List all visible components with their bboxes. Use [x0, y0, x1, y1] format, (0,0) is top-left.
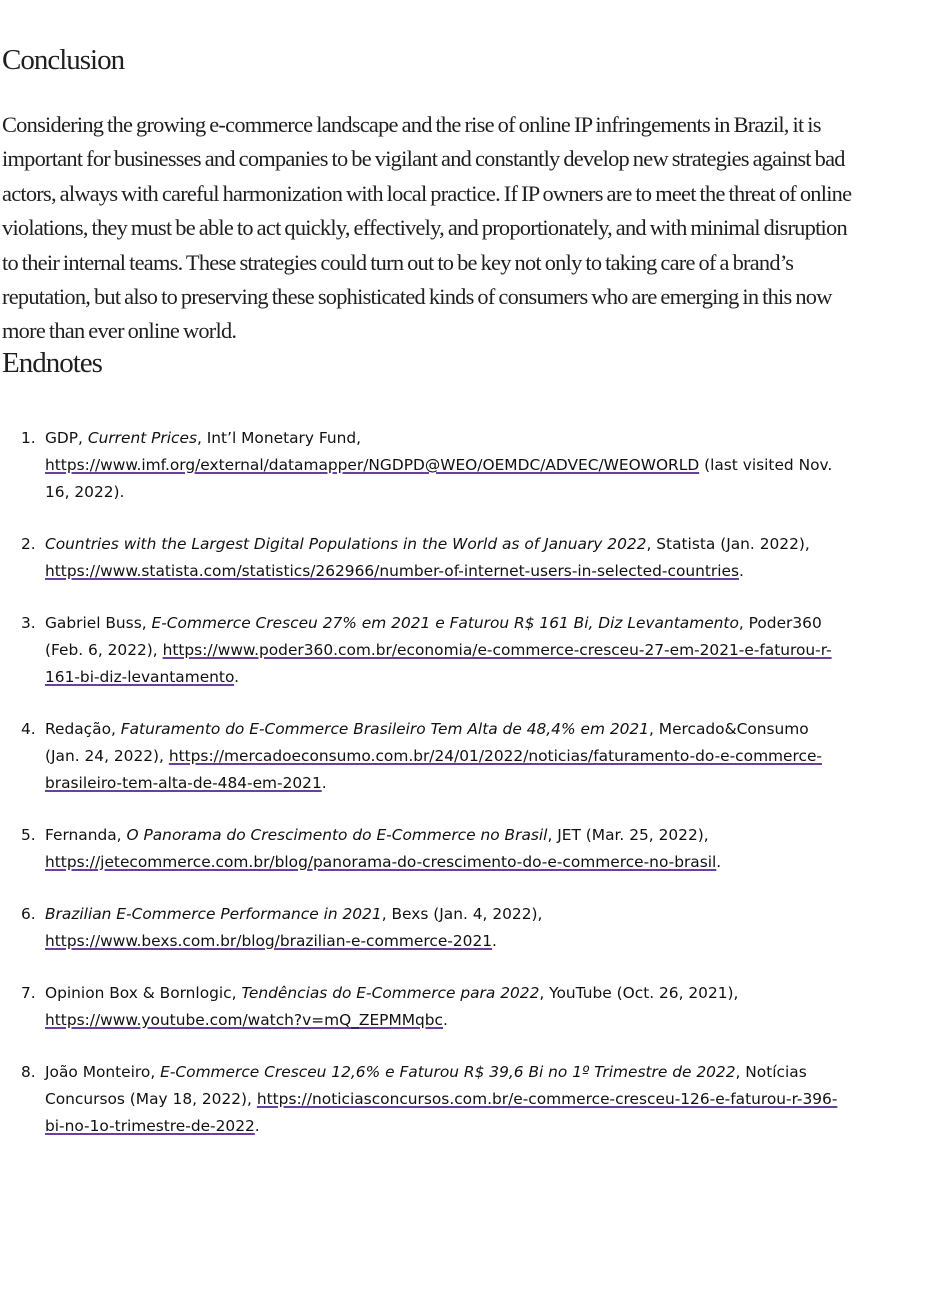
endnote-number: 4. — [21, 720, 36, 738]
endnote-number: 6. — [21, 905, 36, 923]
endnote-number: 8. — [21, 1063, 36, 1081]
conclusion-heading: Conclusion — [2, 44, 125, 76]
endnote-suffix: . — [716, 853, 722, 871]
endnote-suffix: . — [739, 562, 744, 580]
endnote-suffix: . — [234, 668, 240, 686]
endnote-author: Gabriel Buss, — [45, 614, 152, 632]
endnote-source: , JET (Mar. 25, 2022), — [547, 826, 709, 844]
endnote-source: , Mercado&Consumo (Jan. 24, 2022), — [45, 720, 809, 765]
conclusion-paragraph: Considering the growing e-commerce landscape and the rise of online IP infringements in Brazil, it is important for businesses and companies to be vigilant and constantly develop new strategies against bad actors, always with careful harmonization with local practice. If IP owners are to meet the threat of online violations, they must be able to act quickly, effectively, and proportionately, and with minimal disruption to their internal teams. These strategies could turn out to be key not only to taking care of a brand’s reputation, but also to preserving these sophisticated kinds of consumers who are emerging in this now more than ever online world. — [2, 112, 852, 344]
endnote-item — [21, 425, 845, 506]
endnote-item — [21, 822, 845, 876]
endnote-suffix: . — [443, 1011, 448, 1029]
endnote-number: 7. — [21, 984, 36, 1002]
endnote-link[interactable]: https://www.imf.org/external/datamapper/NGDPD@WEO/OEMDC/ADVEC/WEOWORLD — [45, 456, 700, 474]
endnote-item — [21, 901, 845, 955]
endnote-author: Fernanda, — [45, 826, 127, 844]
endnote-link[interactable]: https://jetecommerce.com.br/blog/panorama-do-crescimento-do-e-commerce-no-brasil — [45, 853, 717, 871]
endnote-number: 5. — [21, 826, 36, 844]
endnote-title: Tendências do E-Commerce para 2022 — [241, 984, 540, 1002]
endnote-number: 1. — [21, 429, 36, 447]
endnote-item — [21, 610, 845, 691]
endnote-author: GDP, — [45, 429, 88, 447]
endnote-link[interactable]: https://www.youtube.com/watch?v=mQ_ZEPMMqbc — [45, 1011, 444, 1029]
endnote-title: Current Prices — [87, 429, 197, 447]
endnote-source: , Poder360 (Feb. 6, 2022), — [45, 614, 822, 659]
endnote-title: E-Commerce Cresceu 27% em 2021 e Faturou R$ 161 Bi, Diz Levantamento — [151, 614, 739, 632]
endnote-source: , Statista (Jan. 2022), — [646, 535, 810, 553]
endnote-source: , Bexs (Jan. 4, 2022), — [381, 905, 543, 923]
endnote-number: 3. — [21, 614, 36, 632]
endnote-title: Brazilian E-Commerce Performance in 2021 — [45, 905, 382, 923]
endnote-author: Opinion Box & Bornlogic, — [45, 984, 242, 1002]
endnote-source: , Notícias Concursos (May 18, 2022), — [45, 1063, 807, 1108]
endnote-link[interactable]: https://www.bexs.com.br/blog/brazilian-e-commerce-2021 — [45, 932, 493, 950]
endnote-suffix: . — [492, 932, 497, 950]
endnotes-list — [2, 425, 845, 1165]
endnote-title: Faturamento do E-Commerce Brasileiro Tem Alta de 48,4% em 2021 — [120, 720, 649, 738]
endnote-source: , Int’l Monetary Fund, — [196, 429, 362, 447]
endnote-author: Redação, — [45, 720, 121, 738]
endnote-item — [21, 1059, 845, 1140]
endnote-link[interactable]: https://www.statista.com/statistics/262966/number-of-internet-users-in-selected-countries — [45, 562, 739, 580]
endnote-title: Countries with the Largest Digital Populations in the World as of January 2022 — [45, 535, 647, 553]
endnote-title: O Panorama do Crescimento do E-Commerce no Brasil — [126, 826, 548, 844]
endnote-item — [21, 980, 845, 1034]
endnote-item — [21, 716, 845, 797]
endnote-number: 2. — [21, 535, 36, 553]
endnote-link[interactable]: https://noticiasconcursos.com.br/e-commerce-cresceu-126-e-faturou-r-396-bi-no-1o-trimestre-de-2022 — [45, 1090, 838, 1135]
endnote-link[interactable]: https://mercadoeconsumo.com.br/24/01/2022/noticias/faturamento-do-e-commerce-brasileiro-tem-alta-de-484-em-2021 — [45, 747, 822, 792]
endnotes-heading: Endnotes — [2, 347, 102, 379]
endnote-item — [21, 531, 845, 585]
endnote-suffix: . — [254, 1117, 260, 1135]
endnote-source: , YouTube (Oct. 26, 2021), — [539, 984, 739, 1002]
endnote-title: E-Commerce Cresceu 12,6% e Faturou R$ 39,6 Bi no 1º Trimestre de 2022 — [160, 1063, 736, 1081]
endnote-suffix: . — [321, 774, 327, 792]
endnote-suffix: (last visited Nov. 16, 2022). — [45, 456, 833, 501]
endnote-author: João Monteiro, — [45, 1063, 161, 1081]
endnote-link[interactable]: https://www.poder360.com.br/economia/e-commerce-cresceu-27-em-2021-e-faturou-r-161-bi-diz-levantamento — [45, 641, 832, 686]
